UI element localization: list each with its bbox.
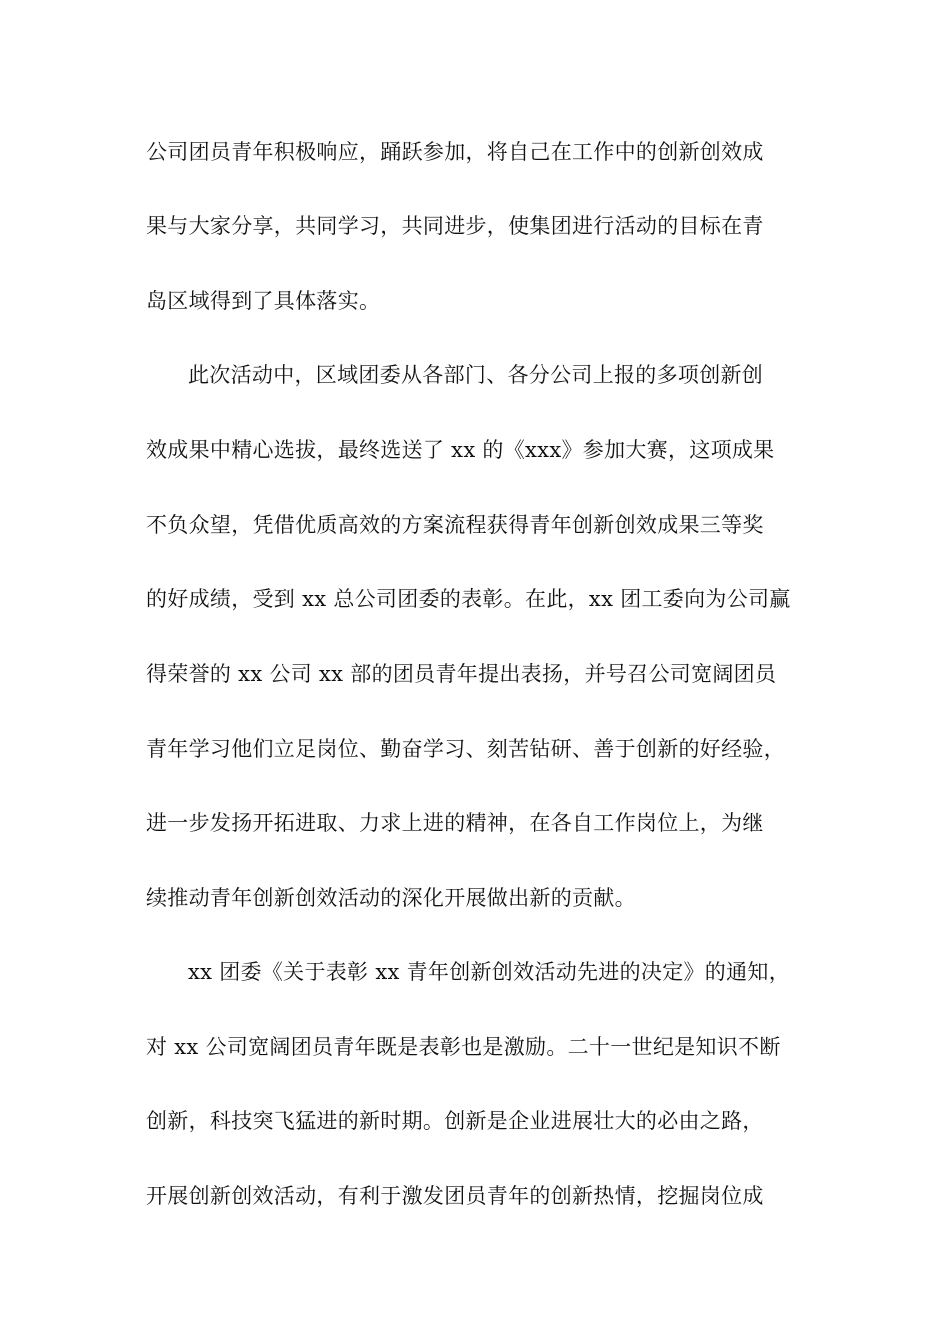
text-line: 效成果中精心选拔，最终选送了 xx 的《xxx》参加大赛，这项成果	[146, 438, 775, 462]
text-line: 进一步发扬开拓进取、力求上进的精神，在各自工作岗位上，为继	[146, 811, 764, 835]
text-line: 不负众望，凭借优质高效的方案流程获得青年创新创效成果三等奖	[146, 513, 764, 537]
text-line: 青年学习他们立足岗位、勤奋学习、刻苦钻研、善于创新的好经验，	[146, 737, 785, 761]
text-line: 得荣誉的 xx 公司 xx 部的团员青年提出表扬，并号召公司宽阔团员	[146, 662, 777, 686]
paragraph-start-line: xx 团委《关于表彰 xx 青年创新创效活动先进的决定》的通知，	[188, 960, 790, 984]
text-line: 对 xx 公司宽阔团员青年既是表彰也是激励。二十一世纪是知识不断	[146, 1035, 781, 1059]
text-line: 公司团员青年积极响应，踊跃参加，将自己在工作中的创新创效成	[146, 140, 764, 164]
text-line: 续推动青年创新创效活动的深化开展做出新的贡献。	[146, 886, 636, 910]
paragraph-start-line: 此次活动中，区域团委从各部门、各分公司上报的多项创新创	[188, 363, 764, 387]
text-line: 创新，科技突飞猛进的新时期。创新是企业进展壮大的必由之路，	[146, 1109, 764, 1133]
text-line: 果与大家分享，共同学习，共同进步，使集团进行活动的目标在青	[146, 214, 764, 238]
text-line: 岛区域得到了具体落实。	[146, 289, 381, 313]
text-line: 开展创新创效活动，有利于激发团员青年的创新热情，挖掘岗位成	[146, 1184, 764, 1208]
text-line: 的好成绩，受到 xx 总公司团委的表彰。在此，xx 团工委向为公司赢	[146, 587, 791, 611]
